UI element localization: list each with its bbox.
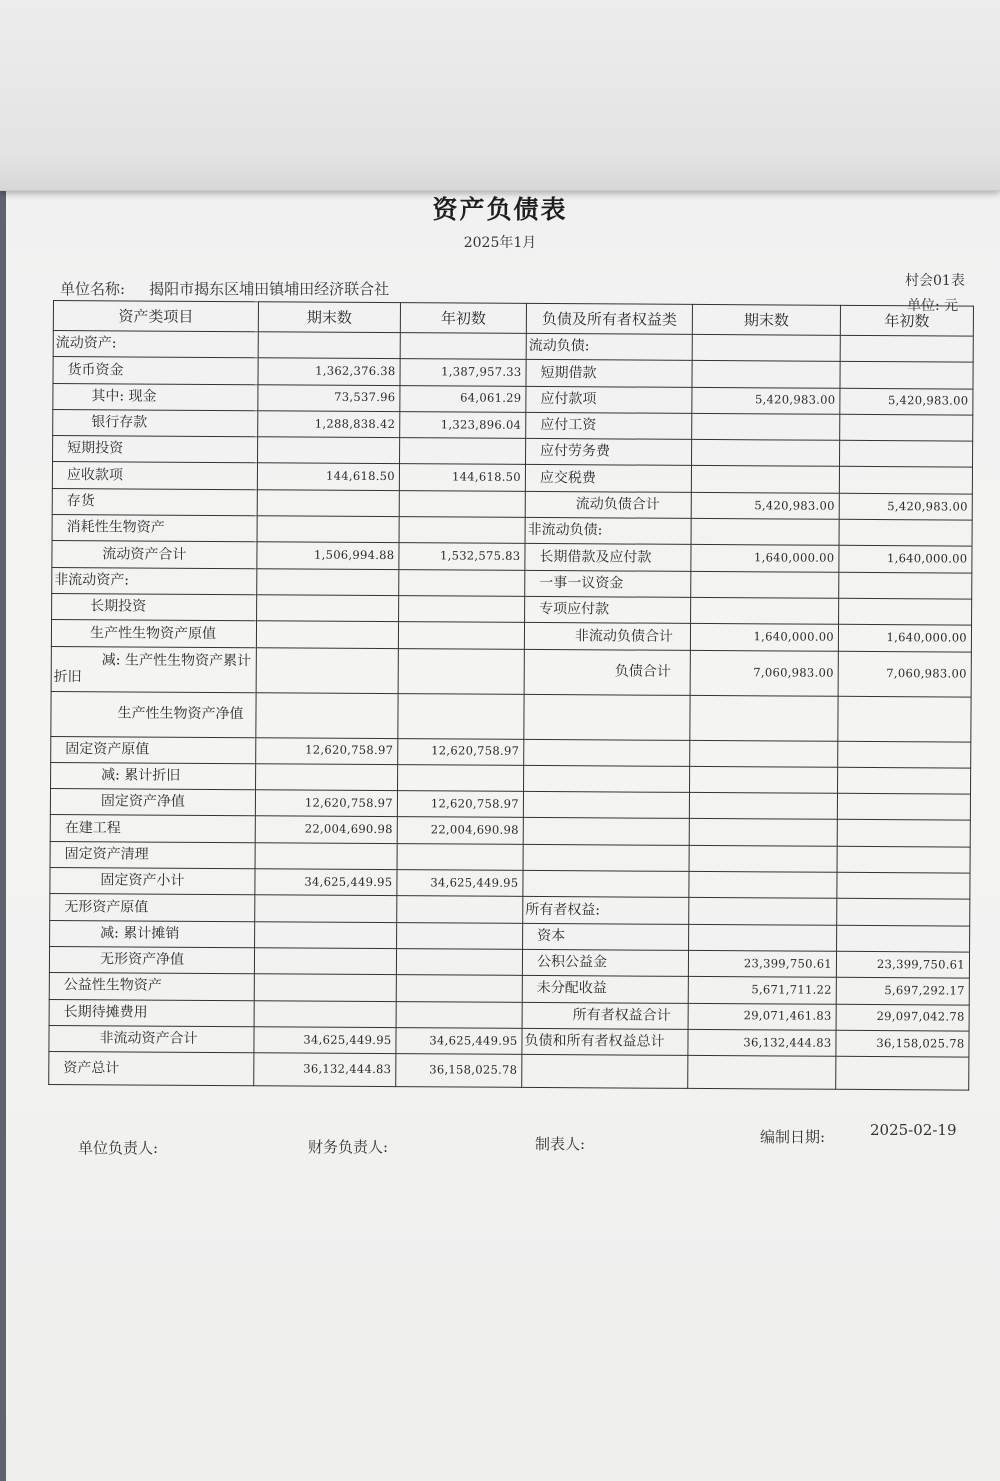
asset-item: 固定资产净值: [50, 789, 255, 817]
liability-item: 一事一议资金: [525, 570, 691, 597]
asset-begin-value: [396, 975, 522, 1002]
asset-end-value: [256, 621, 398, 648]
asset-begin-value: 22,004,690.98: [397, 817, 523, 844]
finance-head-signature: 财务负责人:: [308, 1138, 389, 1156]
asset-begin-value: 12,620,758.97: [397, 791, 523, 818]
asset-begin-value: [399, 596, 525, 623]
asset-begin-value: [399, 517, 525, 544]
asset-item: 无形资产原值: [50, 894, 255, 922]
liability-end-value: 23,399,750.61: [688, 950, 836, 977]
table-row: [51, 646, 971, 697]
asset-begin-value: [398, 648, 524, 694]
table-row: [51, 691, 971, 742]
asset-item: 无形资产净值: [49, 946, 254, 974]
liability-begin-value: 5,697,292.17: [836, 978, 969, 1005]
liability-begin-value: [837, 872, 970, 899]
liability-item: 短期借款: [526, 360, 692, 387]
asset-item: 资产总计: [49, 1052, 254, 1086]
liability-begin-value: 36,158,025.78: [836, 1030, 969, 1057]
asset-item: 流动资产:: [53, 331, 258, 359]
asset-begin-value: 1,323,896.04: [400, 412, 526, 439]
liability-begin-value: [839, 519, 972, 546]
asset-item: 固定资产清理: [50, 841, 255, 869]
asset-end-value: 34,625,449.95: [254, 1027, 396, 1054]
liability-end-value: [689, 845, 837, 872]
asset-end-value: [255, 842, 397, 869]
asset-end-value: 36,132,444.83: [254, 1053, 396, 1087]
form-number: 村会01表: [905, 273, 965, 289]
col-header-liab-end: 期末数: [692, 304, 840, 335]
liability-item: 公积公益金: [522, 949, 688, 976]
liability-end-value: [692, 361, 840, 388]
liability-item: 长期借款及应付款: [525, 544, 691, 571]
top-sheet: [0, 0, 1000, 191]
asset-begin-value: [396, 1001, 522, 1028]
asset-begin-value: 34,625,449.95: [396, 1027, 522, 1054]
asset-begin-value: 36,158,025.78: [396, 1054, 522, 1088]
asset-end-value: 73,537.96: [258, 384, 400, 411]
asset-item: 在建工程: [50, 815, 255, 843]
liability-item: 应付工资: [526, 412, 692, 439]
liability-end-value: [690, 695, 838, 741]
liability-end-value: [689, 819, 837, 846]
liability-begin-value: [837, 820, 970, 847]
asset-item: 固定资产原值: [51, 736, 256, 764]
asset-end-value: [258, 437, 400, 464]
col-header-liab-item: 负债及所有者权益类: [526, 303, 692, 334]
liability-begin-value: 5,420,983.00: [839, 493, 972, 520]
liability-end-value: 5,420,983.00: [691, 492, 839, 519]
liability-begin-value: [836, 1056, 969, 1090]
liability-begin-value: [839, 440, 972, 467]
liability-end-value: [691, 597, 839, 624]
unit-name-value: 揭阳市揭东区埔田镇埔田经济联合社: [149, 280, 390, 298]
liability-end-value: [690, 740, 838, 767]
liability-item: 应付款项: [526, 386, 692, 413]
asset-end-value: [258, 332, 400, 359]
asset-item: 银行存款: [53, 409, 258, 437]
liability-item: 资本: [523, 923, 689, 950]
liability-item: 应付劳务费: [526, 439, 692, 466]
liability-begin-value: [839, 467, 972, 494]
asset-end-value: 12,620,758.97: [255, 790, 397, 817]
asset-begin-value: [398, 764, 524, 791]
liability-end-value: 1,640,000.00: [691, 545, 839, 572]
liability-item: [523, 870, 689, 897]
asset-begin-value: 1,387,957.33: [400, 359, 526, 386]
asset-end-value: 1,288,838.42: [258, 411, 400, 438]
asset-end-value: [257, 516, 399, 543]
asset-begin-value: [396, 949, 522, 976]
liability-begin-value: 23,399,750.61: [836, 951, 969, 978]
liability-end-value: [692, 334, 840, 361]
liability-item: [523, 818, 689, 845]
asset-begin-value: [399, 490, 525, 517]
asset-item: 其中: 现金: [53, 383, 258, 411]
unit-head-signature: 单位负责人:: [78, 1139, 159, 1157]
asset-end-value: 1,506,994.88: [257, 542, 399, 569]
liability-begin-value: [837, 793, 970, 820]
asset-end-value: [257, 568, 399, 595]
asset-item: 非流动资产合计: [49, 1025, 254, 1053]
liability-item: 所有者权益合计: [522, 1002, 688, 1029]
liability-begin-value: [839, 598, 972, 625]
liability-item: 负债和所有者权益总计: [522, 1028, 688, 1055]
liability-begin-value: [840, 414, 973, 441]
asset-item: 长期待摊费用: [49, 999, 254, 1027]
liability-item: 非流动负债:: [525, 517, 691, 544]
prepared-date: 2025-02-19: [870, 1121, 957, 1139]
col-header-asset-end: 期末数: [258, 302, 400, 333]
preparer-signature: 制表人:: [535, 1135, 586, 1153]
prepared-date-label: 编制日期:: [760, 1128, 826, 1146]
liability-begin-value: 5,420,983.00: [840, 388, 973, 415]
asset-end-value: [254, 974, 396, 1001]
liability-end-value: [691, 440, 839, 467]
asset-begin-value: [398, 693, 524, 739]
liability-begin-value: 1,640,000.00: [838, 625, 971, 652]
asset-item: 流动资产合计: [52, 541, 257, 569]
asset-begin-value: [398, 622, 524, 649]
col-header-liab-begin: 年初数: [840, 305, 973, 336]
liability-end-value: [691, 571, 839, 598]
unit-name-line: [60, 278, 389, 299]
asset-begin-value: 34,625,449.95: [397, 870, 523, 897]
asset-item: 非流动资产:: [52, 567, 257, 595]
liability-end-value: [689, 898, 837, 925]
asset-item: 减: 累计折旧: [51, 762, 256, 790]
asset-end-value: [254, 1000, 396, 1027]
asset-end-value: [255, 895, 397, 922]
report-period: 2025年1月: [463, 235, 537, 251]
liability-begin-value: [840, 362, 973, 389]
currency-unit: 单位: 元: [907, 298, 959, 314]
liability-end-value: 36,132,444.83: [688, 1029, 836, 1056]
asset-item: 长期投资: [52, 593, 257, 621]
table-row: [49, 1052, 969, 1091]
liability-item: [524, 739, 690, 766]
liability-item: [523, 792, 689, 819]
liability-end-value: [689, 793, 837, 820]
liability-item: [524, 694, 690, 740]
asset-item: 生产性生物资产原值: [51, 620, 256, 648]
liability-end-value: [688, 1056, 836, 1090]
liability-end-value: [691, 466, 839, 493]
liability-begin-value: [838, 767, 971, 794]
document-title: 资产负债表: [432, 195, 568, 224]
liability-begin-value: 29,097,042.78: [836, 1004, 969, 1031]
liability-end-value: 1,640,000.00: [690, 624, 838, 651]
asset-end-value: [255, 921, 397, 948]
liability-end-value: [692, 413, 840, 440]
liability-end-value: 5,671,711.22: [688, 977, 836, 1004]
asset-end-value: [257, 595, 399, 622]
liability-item: 应交税费: [525, 465, 691, 492]
asset-end-value: [257, 490, 399, 517]
col-header-asset-item: 资产类项目: [53, 301, 258, 332]
liability-begin-value: [839, 572, 972, 599]
asset-item: 减: 累计摊销: [50, 920, 255, 948]
liability-item: 流动负债合计: [525, 491, 691, 518]
asset-end-value: 144,618.50: [257, 463, 399, 490]
asset-begin-value: [397, 843, 523, 870]
asset-begin-value: 12,620,758.97: [398, 738, 524, 765]
asset-end-value: [256, 764, 398, 791]
liability-item: [522, 1055, 688, 1089]
asset-item: 公益性生物资产: [49, 973, 254, 1001]
asset-item: 短期投资: [53, 436, 258, 464]
liability-item: 所有者权益:: [523, 897, 689, 924]
asset-begin-value: [399, 569, 525, 596]
asset-item: 消耗性生物资产: [52, 515, 257, 543]
liability-end-value: 7,060,983.00: [690, 650, 838, 696]
liability-item: 专项应付款: [525, 596, 691, 623]
asset-end-value: 12,620,758.97: [256, 737, 398, 764]
asset-item: 存货: [52, 488, 257, 516]
liability-item: 负债合计: [524, 649, 690, 695]
liability-end-value: 29,071,461.83: [688, 1003, 836, 1030]
asset-item: 生产性生物资产净值: [51, 691, 256, 737]
asset-begin-value: [397, 922, 523, 949]
liability-begin-value: 1,640,000.00: [839, 546, 972, 573]
liability-begin-value: [837, 925, 970, 952]
asset-end-value: [254, 948, 396, 975]
asset-end-value: 22,004,690.98: [255, 816, 397, 843]
liability-end-value: [689, 871, 837, 898]
asset-begin-value: 144,618.50: [399, 464, 525, 491]
liability-item: 未分配收益: [522, 976, 688, 1003]
liability-end-value: [691, 518, 839, 545]
liability-begin-value: [837, 846, 970, 873]
balance-sheet-table: [48, 300, 974, 1091]
liability-begin-value: [837, 899, 970, 926]
asset-begin-value: [397, 896, 523, 923]
asset-begin-value: [400, 438, 526, 465]
liability-item: 非流动负债合计: [524, 623, 690, 650]
asset-begin-value: 1,532,575.83: [399, 543, 525, 570]
unit-name-label: 单位名称:: [60, 280, 126, 298]
asset-item: 减: 生产性生物资产累计折旧: [51, 646, 256, 692]
liability-end-value: 5,420,983.00: [692, 387, 840, 414]
liability-end-value: [689, 924, 837, 951]
liability-begin-value: [838, 696, 971, 742]
liability-item: [524, 765, 690, 792]
asset-end-value: [256, 692, 398, 738]
asset-item: 货币资金: [53, 357, 258, 385]
asset-begin-value: 64,061.29: [400, 385, 526, 412]
liability-item: [523, 844, 689, 871]
asset-end-value: 1,362,376.38: [258, 358, 400, 385]
liability-item: 流动负债:: [526, 333, 692, 360]
asset-end-value: 34,625,449.95: [255, 869, 397, 896]
liability-begin-value: 7,060,983.00: [838, 651, 971, 697]
asset-end-value: [256, 647, 398, 693]
liability-begin-value: [840, 335, 973, 362]
liability-end-value: [690, 766, 838, 793]
asset-item: 固定资产小计: [50, 868, 255, 896]
asset-begin-value: [400, 333, 526, 360]
col-header-asset-begin: 年初数: [400, 303, 526, 334]
asset-item: 应收款项: [52, 462, 257, 490]
liability-begin-value: [838, 741, 971, 768]
